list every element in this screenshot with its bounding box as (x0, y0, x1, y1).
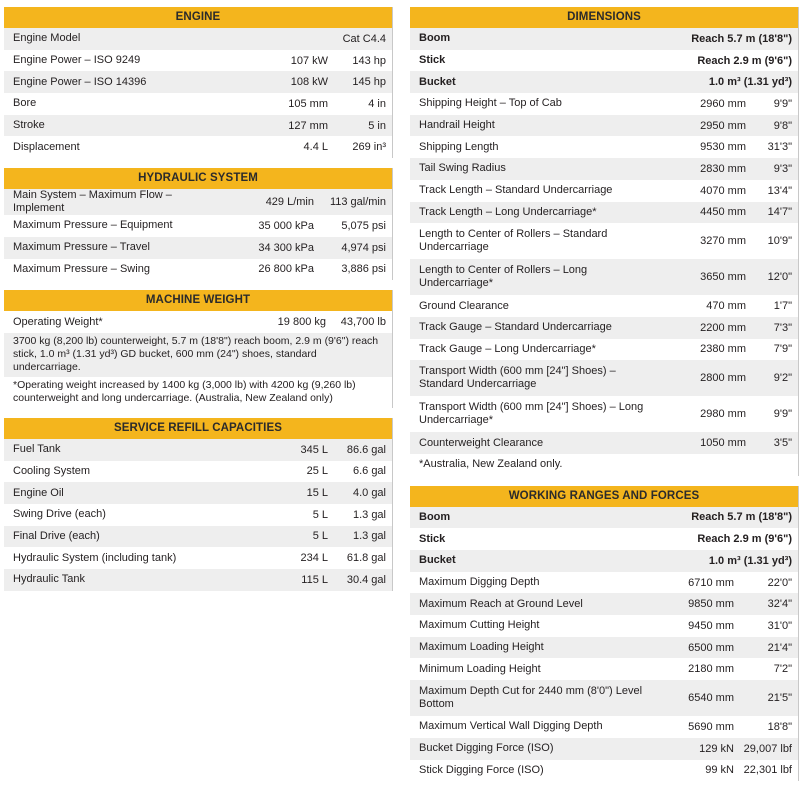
row-label: Track Gauge – Standard Undercarriage (419, 321, 612, 334)
row-value-metric: 115 L (301, 573, 328, 586)
row-label: Maximum Vertical Wall Digging Depth (419, 720, 603, 733)
engine-section (4, 7, 393, 158)
operating-weight-footnote: *Operating weight increased by 1400 kg (3,000 lb) with 4200 kg (9,260 lb) counterweight and long undercarriage. (Australia, New Zealand only) (13, 378, 356, 404)
left-column (4, 7, 393, 601)
row-value-imperial: 1'7" (773, 300, 792, 313)
spec-row (4, 439, 392, 461)
row-value-imperial: 9'9" (773, 408, 792, 421)
row-label: Displacement (13, 140, 80, 153)
spec-row (4, 71, 392, 93)
row-value-metric: 108 kW (290, 76, 328, 89)
row-value-imperial: 10'9" (767, 235, 792, 248)
working-ranges-section (410, 486, 799, 782)
row-value-imperial: 13'4" (767, 184, 792, 197)
config-label: Stick (419, 54, 446, 67)
row-value-metric: 5690 mm (688, 720, 734, 733)
machine-weight-section (4, 290, 393, 408)
spec-row (4, 569, 392, 591)
dimensions-section (410, 7, 799, 476)
hydraulic-system-rows (4, 189, 392, 280)
row-label: Hydraulic Tank (13, 573, 85, 586)
spec-row (410, 136, 798, 158)
row-value-imperial: 7'2" (773, 663, 792, 676)
row-value-metric: 2830 mm (700, 162, 746, 175)
dimensions-config-rows (410, 28, 798, 93)
row-value-metric: 99 kN (705, 764, 734, 777)
operating-weight-row (4, 311, 392, 333)
row-value-imperial: 6.6 gal (352, 465, 386, 478)
row-value-imperial: 9'3" (773, 162, 792, 175)
row-value-imperial: 29,007 lbf (743, 742, 792, 755)
spec-row (410, 716, 798, 738)
engine-header: ENGINE (4, 7, 392, 28)
row-value-imperial: 21'5" (767, 692, 792, 705)
row-value-metric: 19 800 kg (277, 316, 326, 329)
spec-row (410, 593, 798, 615)
row-value-metric: 5 L (312, 508, 328, 521)
spec-row (410, 115, 798, 137)
row-value-imperial: 143 hp (352, 54, 386, 67)
row-value-imperial: 1.3 gal (352, 530, 386, 543)
row-label: Bucket Digging Force (ISO) (419, 742, 554, 755)
row-label: Stick Digging Force (ISO) (419, 763, 544, 776)
row-value-imperial: 5,075 psi (341, 219, 386, 232)
config-value: 1.0 m³ (1.31 yd³) (708, 554, 792, 567)
row-value-metric: 34 300 kPa (258, 241, 314, 254)
row-value-metric: 4.4 L (303, 141, 328, 154)
config-row (410, 507, 798, 529)
row-label: Maximum Pressure – Travel (13, 241, 150, 254)
row-label: Hydraulic System (including tank) (13, 551, 177, 564)
config-value: 1.0 m³ (1.31 yd³) (708, 76, 792, 89)
row-value-imperial: 7'9" (773, 343, 792, 356)
spec-row (410, 360, 798, 396)
row-label: Main System – Maximum Flow – Implement (13, 189, 172, 215)
spec-row (4, 115, 392, 137)
row-label: Maximum Depth Cut for 2440 mm (8'0") Level Bottom (419, 685, 643, 711)
row-label: Length to Center of Rollers – Long Undercarriage* (419, 264, 588, 290)
service-refill-header: SERVICE REFILL CAPACITIES (4, 418, 392, 439)
machine-weight-header: MACHINE WEIGHT (4, 290, 392, 311)
config-row (410, 71, 798, 93)
row-label: Length to Center of Rollers – Standard Undercarriage (419, 228, 608, 254)
spec-row (4, 189, 392, 215)
config-label: Bucket (419, 75, 456, 88)
row-label: Cooling System (13, 464, 91, 477)
spec-row (410, 572, 798, 594)
spec-row (4, 136, 392, 158)
spec-row (410, 396, 798, 432)
row-label: Swing Drive (each) (13, 508, 106, 521)
spec-row (4, 28, 392, 50)
row-label: Track Gauge – Long Undercarriage* (419, 342, 596, 355)
config-value: Reach 2.9 m (9'6") (697, 54, 792, 67)
row-label: Transport Width (600 mm [24"] Shoes) – Standard Undercarriage (419, 365, 616, 391)
row-value-metric: 25 L (306, 465, 328, 478)
working-ranges-config-rows (410, 507, 798, 572)
spec-row (410, 158, 798, 180)
row-value-imperial: 86.6 gal (346, 443, 386, 456)
spec-row (4, 215, 392, 237)
row-value-imperial: 22'0" (767, 576, 792, 589)
working-ranges-rows (410, 572, 798, 782)
row-value-metric: 2800 mm (700, 372, 746, 385)
row-value-imperial: 43,700 lb (340, 316, 386, 329)
config-row (410, 28, 798, 50)
row-value-imperial: 30.4 gal (346, 573, 386, 586)
row-value-metric: 9450 mm (688, 619, 734, 632)
dimensions-footnote: *Australia, New Zealand only. (419, 458, 563, 471)
row-value-metric: 4450 mm (700, 206, 746, 219)
row-value-imperial: 3'5" (773, 437, 792, 450)
row-label: Maximum Pressure – Equipment (13, 219, 173, 232)
row-value-metric: 2180 mm (688, 663, 734, 676)
row-value-imperial: 113 gal/min (329, 196, 386, 209)
config-label: Bucket (419, 554, 456, 567)
row-value-metric: 429 L/min (265, 196, 314, 209)
spec-row (410, 317, 798, 339)
row-value-metric: 3270 mm (700, 235, 746, 248)
spec-row (410, 93, 798, 115)
row-value-metric: 6500 mm (688, 641, 734, 654)
dimensions-footnote-row (410, 454, 798, 476)
spec-row (4, 526, 392, 548)
row-label: Maximum Cutting Height (419, 619, 540, 632)
row-value-metric: 26 800 kPa (258, 263, 314, 276)
spec-row (4, 482, 392, 504)
row-value-imperial: 5 in (368, 119, 386, 132)
working-ranges-header: WORKING RANGES AND FORCES (410, 486, 798, 507)
config-value: Reach 5.7 m (18'8") (691, 511, 792, 524)
row-label: Track Length – Long Undercarriage* (419, 205, 597, 218)
row-value-metric: 234 L (300, 552, 328, 565)
row-value-metric: 1050 mm (700, 437, 746, 450)
row-label: Ground Clearance (419, 299, 509, 312)
row-value-metric: 2950 mm (700, 119, 746, 132)
row-value-metric: 5 L (312, 530, 328, 543)
row-value-imperial: 32'4" (767, 598, 792, 611)
row-label: Shipping Length (419, 140, 499, 153)
row-value-imperial: 31'0" (767, 619, 792, 632)
hydraulic-system-section (4, 168, 393, 280)
right-column (410, 7, 799, 791)
row-value-metric: 107 kW (290, 54, 328, 67)
service-refill-section (4, 418, 393, 591)
config-label: Boom (419, 510, 451, 523)
config-label: Stick (419, 532, 446, 545)
row-value-metric: 2200 mm (700, 321, 746, 334)
row-value-metric: 2980 mm (700, 408, 746, 421)
config-row (410, 528, 798, 550)
spec-row (4, 461, 392, 483)
row-label: Tail Swing Radius (419, 162, 506, 175)
spec-row (410, 295, 798, 317)
config-row (410, 550, 798, 572)
row-label: Bore (13, 97, 37, 110)
row-label: Maximum Pressure – Swing (13, 262, 150, 275)
row-value-imperial: Cat C4.4 (342, 32, 386, 45)
spec-row (410, 259, 798, 295)
spec-row (410, 339, 798, 361)
row-label: Maximum Digging Depth (419, 576, 540, 589)
row-value-imperial: 14'7" (767, 206, 792, 219)
row-value-imperial: 4.0 gal (352, 487, 386, 500)
row-value-imperial: 9'2" (773, 372, 792, 385)
row-value-metric: 6540 mm (688, 692, 734, 705)
row-value-imperial: 31'3" (767, 141, 792, 154)
row-value-imperial: 269 in³ (352, 141, 386, 154)
row-value-imperial: 1.3 gal (352, 508, 386, 521)
row-label: Fuel Tank (13, 443, 61, 456)
row-label: Shipping Height – Top of Cab (419, 97, 562, 110)
dimensions-header: DIMENSIONS (410, 7, 798, 28)
row-value-imperial: 21'4" (767, 641, 792, 654)
row-value-imperial: 18'8" (767, 720, 792, 733)
row-value-metric: 9530 mm (700, 141, 746, 154)
row-value-metric: 345 L (300, 443, 328, 456)
operating-weight-config-note: 3700 kg (8,200 lb) counterweight, 5.7 m (18'8") reach boom, 2.9 m (9'6") reach stick, 1.0 m³ (1.31 yd³) GD bucket, 600 mm (24") shoes, standard undercarriage. (4, 333, 392, 377)
row-label: Engine Power – ISO 14396 (13, 75, 147, 88)
row-value-imperial: 22,301 lbf (743, 764, 792, 777)
row-value-imperial: 3,886 psi (341, 263, 386, 276)
row-label: Stroke (13, 119, 45, 132)
row-value-metric: 127 mm (288, 119, 328, 132)
spec-row (410, 680, 798, 716)
engine-rows (4, 28, 392, 158)
spec-row (410, 658, 798, 680)
row-label: Engine Model (13, 32, 81, 45)
row-value-imperial: 12'0" (767, 271, 792, 284)
row-value-imperial: 61.8 gal (346, 552, 386, 565)
row-label: Transport Width (600 mm [24"] Shoes) – Long Undercarriage* (419, 401, 644, 427)
row-value-metric: 129 kN (699, 742, 734, 755)
spec-row (4, 93, 392, 115)
row-value-metric: 15 L (306, 487, 328, 500)
row-value-metric: 3650 mm (700, 271, 746, 284)
row-label: Engine Oil (13, 486, 64, 499)
spec-row (410, 615, 798, 637)
row-value-metric: 2380 mm (700, 343, 746, 356)
row-value-metric: 35 000 kPa (258, 219, 314, 232)
config-value: Reach 2.9 m (9'6") (697, 533, 792, 546)
row-value-imperial: 7'3" (773, 321, 792, 334)
row-label: Minimum Loading Height (419, 662, 541, 675)
spec-row (410, 180, 798, 202)
row-label: Counterweight Clearance (419, 436, 544, 449)
row-label: Engine Power – ISO 9249 (13, 54, 141, 67)
row-label: Final Drive (each) (13, 529, 100, 542)
spec-row (410, 760, 798, 782)
row-value-metric: 470 mm (706, 300, 746, 313)
row-value-imperial: 9'8" (773, 119, 792, 132)
row-value-metric: 4070 mm (700, 184, 746, 197)
dimensions-rows (410, 93, 798, 454)
spec-row (410, 432, 798, 454)
row-label: Handrail Height (419, 119, 495, 132)
row-label: Operating Weight* (13, 315, 103, 328)
row-value-imperial: 145 hp (352, 76, 386, 89)
row-value-imperial: 9'9" (773, 97, 792, 110)
row-value-imperial: 4,974 psi (341, 241, 386, 254)
spec-row (4, 547, 392, 569)
spec-row (4, 504, 392, 526)
config-value: Reach 5.7 m (18'8") (691, 32, 792, 45)
spec-row (410, 223, 798, 259)
service-refill-rows (4, 439, 392, 591)
row-value-metric: 9850 mm (688, 598, 734, 611)
hydraulic-system-header: HYDRAULIC SYSTEM (4, 168, 392, 189)
config-row (410, 50, 798, 72)
spec-row (4, 237, 392, 259)
row-value-metric: 2960 mm (700, 97, 746, 110)
row-label: Maximum Loading Height (419, 641, 544, 654)
row-value-metric: 6710 mm (688, 576, 734, 589)
spec-row (4, 259, 392, 281)
config-label: Boom (419, 32, 451, 45)
spec-row (410, 637, 798, 659)
row-value-metric: 105 mm (288, 97, 328, 110)
spec-row (410, 202, 798, 224)
spec-row (4, 50, 392, 72)
row-label: Maximum Reach at Ground Level (419, 597, 583, 610)
spec-row (410, 738, 798, 760)
row-value-imperial: 4 in (368, 97, 386, 110)
row-label: Track Length – Standard Undercarriage (419, 184, 613, 197)
